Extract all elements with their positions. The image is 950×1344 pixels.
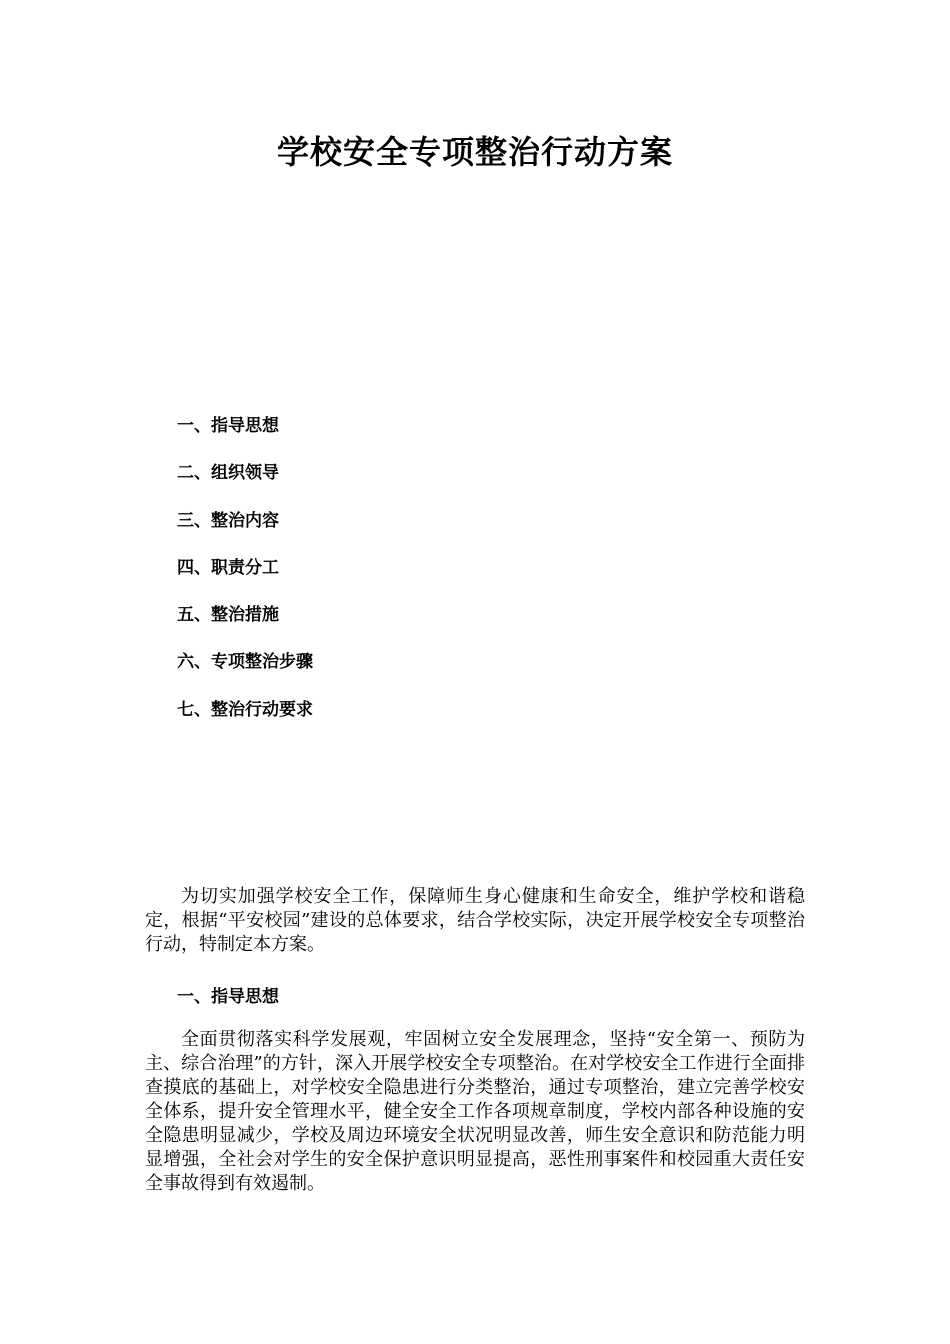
table-of-contents (177, 411, 313, 742)
guiding-ideology-section (145, 1028, 805, 1196)
toc-item: 四、职责分工 (177, 557, 279, 578)
document-title: 学校安全专项整治行动方案 (276, 133, 673, 171)
guiding-ideology-paragraph: 全面贯彻落实科学发展观，牢固树立安全发展理念，坚持“安全第一、预防为主、综合治理”的方针，深入开展学校安全专项整治。在对学校安全工作进行全面排查摸底的基础上，对学校安全隐患进行分类整治，通过专项整治，建立完善学校安全体系，提升安全管理水平，健全安全工作各项规章制度，学校内部各种设施的安全隐患明显减少，学校及周边环境安全状况明显改善，师生安全意识和防范能力明显增强，全社会对学生的安全保护意识明显提高，恶性刑事案件和校园重大责任安全事故得到有效遏制。 (145, 1029, 805, 1194)
toc-item: 七、整治行动要求 (177, 699, 313, 720)
toc-item: 一、指导思想 (177, 416, 279, 436)
intro-paragraph: 为切实加强学校安全工作，保障师生身心健康和生命安全，维护学校和谐稳定，根据“平安校园”建设的总体要求，结合学校实际，决定开展学校安全专项整治行动，特制定本方案。 (145, 886, 805, 955)
intro-section (145, 885, 805, 957)
toc-item: 六、专项整治步骤 (177, 652, 313, 673)
section-heading-guiding-ideology: 一、指导思想 (177, 987, 279, 1007)
toc-item: 二、组织领导 (177, 463, 279, 484)
toc-item: 三、整治内容 (177, 510, 279, 531)
toc-item: 五、整治措施 (177, 605, 279, 626)
